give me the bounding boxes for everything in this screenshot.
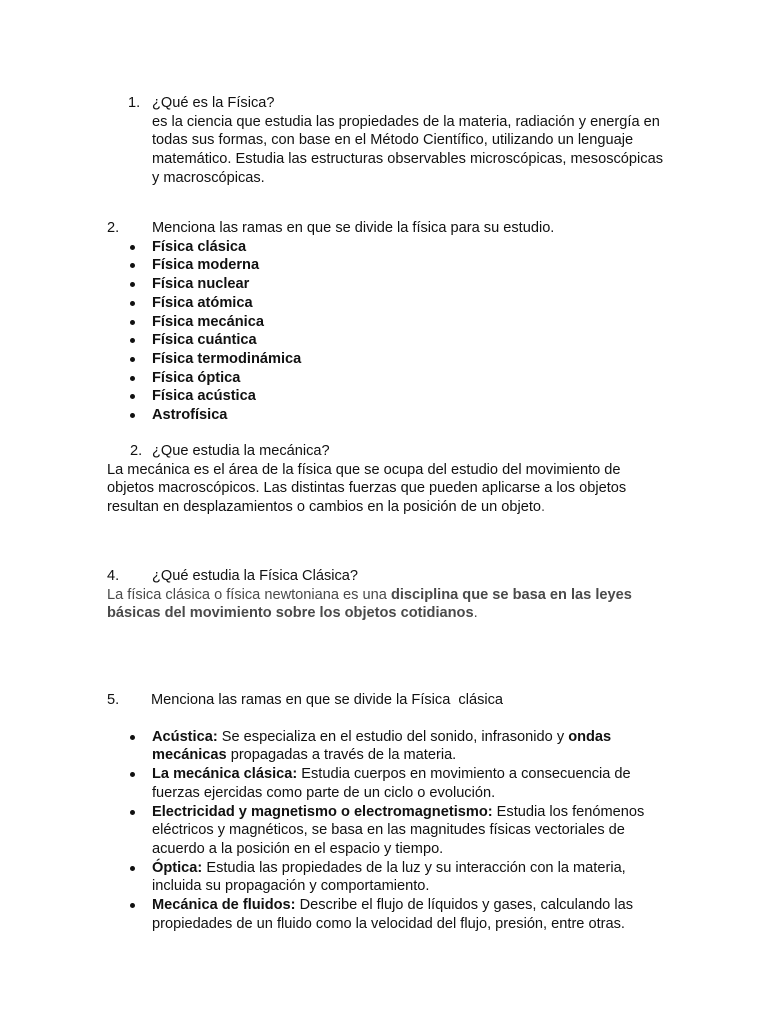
question-1-title: ¿Qué es la Física? bbox=[152, 95, 275, 111]
classical-branches-list bbox=[127, 728, 649, 934]
question-2-title: Menciona las ramas en que se divide la física para su estudio. bbox=[152, 220, 555, 236]
question-5-title: Menciona las ramas en que se divide la Física clásica bbox=[151, 692, 504, 708]
question-3-number: 2. bbox=[130, 443, 143, 459]
list-item: Astrofísica bbox=[127, 406, 667, 425]
question-2-number: 2. bbox=[107, 220, 120, 236]
list-item: Mecánica de fluidos: Describe el flujo de líquidos y gases, calculando las propiedades de un fluido como la velocidad del flujo, presión, entre otras. bbox=[127, 896, 649, 933]
list-item: Física moderna bbox=[127, 256, 667, 275]
question-5 bbox=[107, 691, 667, 933]
question-3 bbox=[107, 442, 667, 517]
question-4 bbox=[107, 567, 667, 623]
question-5-number: 5. bbox=[107, 692, 120, 708]
question-1-answer: es la ciencia que estudia las propiedades de la materia, radiación y energía en todas sus formas, con base en el Método Científico, utilizando un lenguaje matemático. Estudia las estructuras observables microscópicas, mesoscópicas y macroscópicas. bbox=[152, 113, 663, 186]
question-3-title: ¿Que estudia la mecánica? bbox=[152, 443, 330, 459]
list-item: Física óptica bbox=[127, 369, 667, 388]
question-1 bbox=[128, 94, 668, 188]
list-item: Física clásica bbox=[127, 238, 667, 257]
question-3-answer: La mecánica es el área de la física que se ocupa del estudio del movimiento de objetos macroscópicos. Las distintas fuerzas que pueden aplicarse a los objetos resultan en desplazamientos o cambios en la posición de un objeto. bbox=[107, 461, 627, 516]
question-4-answer: La física clásica o física newtoniana es una disciplina que se basa en las leyes básicas del movimiento sobre los objetos cotidianos. bbox=[107, 586, 632, 622]
list-item: Óptica: Estudia las propiedades de la luz y su interacción con la materia, incluida su propagación y comportamiento. bbox=[127, 859, 649, 896]
list-item: Física acústica bbox=[127, 387, 667, 406]
question-2 bbox=[107, 219, 667, 425]
list-item: Física atómica bbox=[127, 294, 667, 313]
list-item: Electricidad y magnetismo o electromagnetismo: Estudia los fenómenos eléctricos y magnéticos, se basa en las magnitudes físicas vectoriales de acuerdo a la posición en el espacio y tiempo. bbox=[127, 803, 649, 859]
question-1-number: 1. bbox=[128, 95, 141, 111]
question-4-title: ¿Qué estudia la Física Clásica? bbox=[152, 568, 359, 584]
list-item: Física cuántica bbox=[127, 331, 667, 350]
question-4-number: 4. bbox=[107, 568, 120, 584]
list-item: La mecánica clásica: Estudia cuerpos en movimiento a consecuencia de fuerzas ejercidas como parte de un ciclo o evolución. bbox=[127, 765, 649, 802]
branches-list bbox=[127, 238, 667, 425]
list-item: Acústica: Se especializa en el estudio del sonido, infrasonido y ondas mecánicas propagadas a través de la materia. bbox=[127, 728, 649, 765]
list-item: Física nuclear bbox=[127, 275, 667, 294]
list-item: Física termodinámica bbox=[127, 350, 667, 369]
list-item: Física mecánica bbox=[127, 313, 667, 332]
